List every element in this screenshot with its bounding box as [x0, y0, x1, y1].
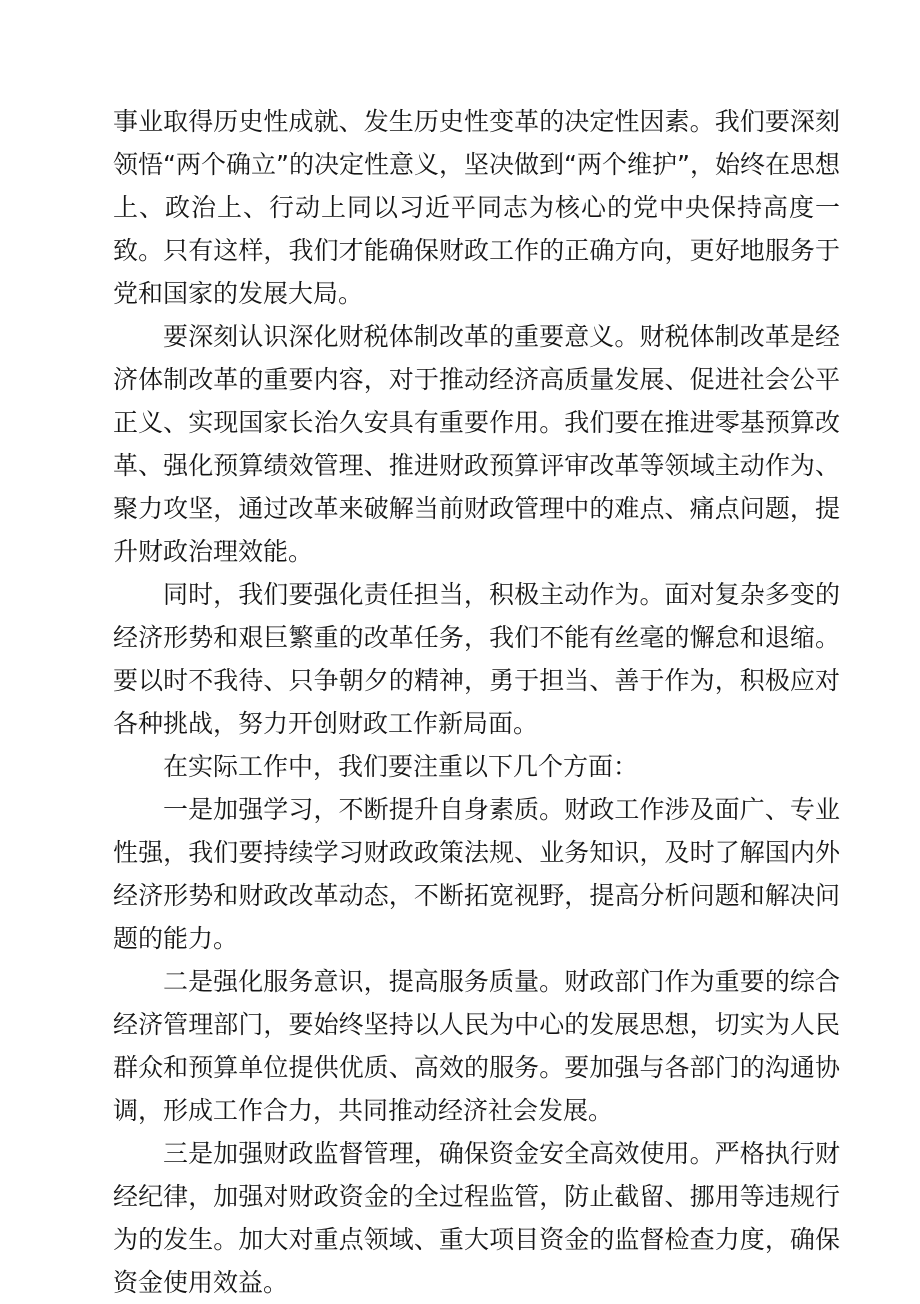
- paragraph-point-one: 一是加强学习，不断提升自身素质。财政工作涉及面广、专业性强，我们要持续学习财政政策法规、业务知识，及时了解国内外经济形势和财政改革动态，不断拓宽视野，提高分析问题和解决问题的能力。: [113, 795, 840, 953]
- paragraph-fiscal-reform: 要深刻认识深化财税体制改革的重要意义。财税体制改革是经济体制改革的重要内容，对于推动经济高质量发展、促进社会公平正义、实现国家长治久安具有重要作用。我们要在推进零基预算改革、强化预算绩效管理、推进财政预算评审改革等领域主动作为、聚力攻坚，通过改革来破解当前财政管理中的难点、痛点问题，提升财政治理效能。: [113, 322, 840, 566]
- paragraph-continuation: 事业取得历史性成就、发生历史性变革的决定性因素。我们要深刻领悟“两个确立”的决定性意义，坚决做到“两个维护”，始终在思想上、政治上、行动上同以习近平同志为核心的党中央保持高度一致。只有这样，我们才能确保财政工作的正确方向，更好地服务于党和国家的发展大局。: [113, 107, 840, 308]
- paragraph-work-aspects-intro: 在实际工作中，我们要注重以下几个方面：: [163, 752, 639, 781]
- paragraph-point-two: 二是强化服务意识，提高服务质量。财政部门作为重要的综合经济管理部门，要始终坚持以人民为中心的发展思想，切实为人民群众和预算单位提供优质、高效的服务。要加强与各部门的沟通协调，形成工作合力，共同推动经济社会发展。: [113, 967, 840, 1125]
- document-body: [113, 100, 840, 1304]
- paragraph-point-three: 三是加强财政监督管理，确保资金安全高效使用。严格执行财经纪律，加强对财政资金的全过程监管，防止截留、挪用等违规行为的发生。加大对重点领域、重大项目资金的监督检查力度，确保资金使用效益。: [113, 1139, 840, 1297]
- paragraph-responsibility: 同时，我们要强化责任担当，积极主动作为。面对复杂多变的经济形势和艰巨繁重的改革任务，我们不能有丝毫的懈怠和退缩。要以时不我待、只争朝夕的精神，勇于担当、善于作为，积极应对各种挑战，努力开创财政工作新局面。: [113, 580, 840, 738]
